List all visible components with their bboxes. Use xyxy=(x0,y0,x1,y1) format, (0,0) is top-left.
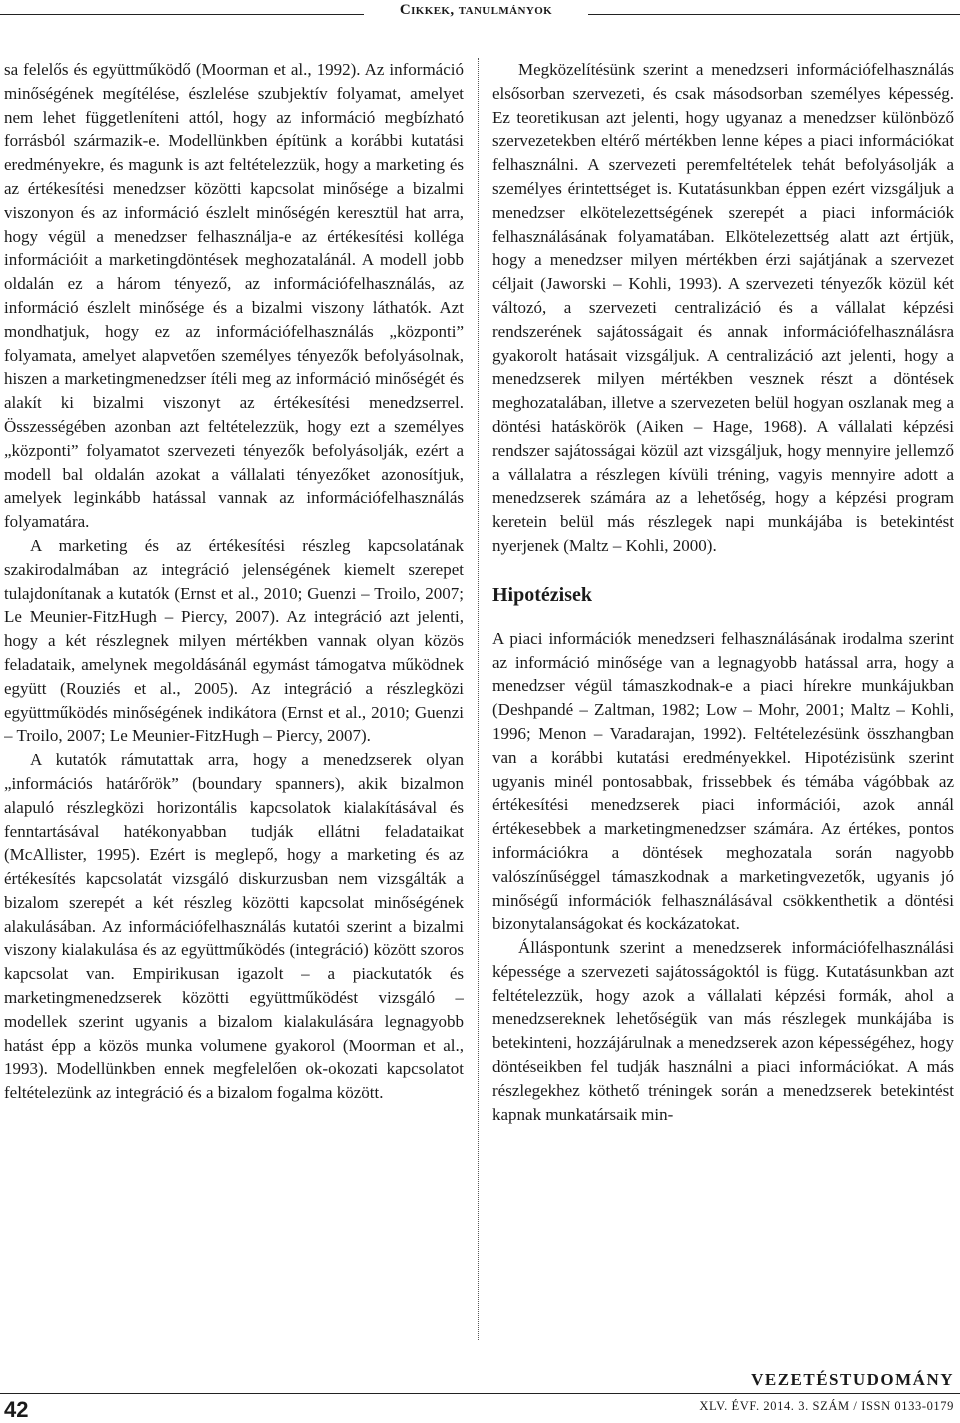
right-paragraph-1: Megközelítésünk szerint a menedzseri információfelhasználás elsősorban szervezeti, és csak másodsorban személyes képesség. Ez teoretikusan azt jelenti, hogy ugyanaz a menedzser különböző szervezetekben eltérő mértékben lenne képes a piaci információkat felhasználni. A szervezeti peremfeltételek tehát befolyásolják a személyes érintettséget is. Kutatásunkban éppen ezért vizsgáljuk a menedzser elkötelezettségének szerepét a piaci információk felhasználásának folyamatában. Elkötelezettség alatt azt értjük, hogy a menedzser milyen mértékben érzi sajátjának a szervezet céljait (Jaworski – Kohli, 1993). A szervezeti tényezők közül két változó, a szervezeti centralizáció és a vállalat képzési rendszerének sajátosságait és annak információfelhasználásra gyakorolt hatásait vizsgáljuk. A centralizáció azt jelenti, hogy a menedzserek milyen mértékben vesznek részt a döntések meghozatalában, illetve a szervezeten belül hogyan oszlanak meg a döntési hatáskörök (Aiken – Hage, 1968). A vállalati képzési rendszer sajátosságai közül azt vizsgáljuk, hogy mennyire jellemző a vállalatra a részlegen kívüli tréning, vagyis mennyire adott a menedzserek számára az a lehetőség, hogy a képzési program keretein belül más részlegek napi munkájába is betekintést nyerjenek (Maltz – Kohli, 2000). xyxy=(492,60,954,555)
left-paragraph-3: A kutatók rámutattak arra, hogy a menedzserek olyan „információs határőrök” (boundary spanners), akik bizalmon alapuló részlegközi horizontális kapcsolatok kialakításával és fenntartásával hatékonyabban tudják ellátni feladataikat (McAllister, 1995). Ezért is meglepő, hogy a marketing és az értékesítés kapcsolatát vizsgáló diskurzusban nem vizsgálták a bizalom szerepét a két részleg közötti kapcsolat minőségének alakulásában. Az információfelhasználás kutatói szerint a bizalmi viszony kialakulása és az együttműködés (integráció) között szoros kapcsolat van. Empirikusan igazolt – a piackutatók és marketingmenedzserek közötti együttműködést vizsgáló – modellek szerint ugyanis a bizalom kialakulására legnagyobb hatást épp a közös munka volumene gyakorol (Moorman et al., 1993). Modellünkben ennek megfelelően ok-okozati kapcsolatot feltételezünk az integráció és a bizalom fogalma között. xyxy=(4,750,464,1103)
running-head xyxy=(0,2,960,26)
section-title: Cikkek, tanulmányok xyxy=(399,2,553,18)
issue-info: XLV. ÉVF. 2014. 3. SZÁM / ISSN 0133-0179 xyxy=(699,1399,954,1413)
header-rule-right xyxy=(588,14,960,15)
left-paragraph-1: sa felelős és együttműködő (Moorman et al., 1992). Az információ minőségének megítélése, észlelése szubjektív folyamat, amelyet nem lehet függetleníteni attól, hogy az információ megbízható forrásból származik-e. Modellünkben építünk a korábbi kutatási eredményekre, és magunk is azt feltételezzük, hogy a marketing és az értékesítési menedzser közötti kapcsolat minősége a bizalmi viszonyon és az információ észlelt minőségén keresztül hat arra, hogy végül a menedzser felhasználja-e az értékesítési kolléga információit a marketingdöntések meghozatalánál. A modell jobb oldalán ez a három tényező, az információfelhasználás, az információ észlelt minősége és a bizalmi viszony láthatók. Azt mondhatjuk, hogy ez az információfelhasználás „központi” folyamata, amelyet alapvetően személyes tényezők befolyásolnak, hiszen a marketingmenedzser ítéli meg az információ minőségét és alakít ki bizalmi viszonyt az értékesítési menedzserrel. Összességében azonban azt feltételezzük, hogy ezt a személyes „központi” folyamatot szervezeti tényezők befolyásolják, ezért a modell bal oldalán azokat a vállalati tényezőket azonosítjuk, amelyek leginkább hatással vannak az információfelhasználás folyamatára. xyxy=(4,60,464,532)
page-number: 42 xyxy=(4,1397,29,1422)
right-paragraph-2: A piaci információk menedzseri felhasználásának irodalma szerint az információ minősége van a legnagyobb hatással arra, hogy a menedzser végül támaszkodnak-e a piaci hírekre munkájukban (Deshpandé – Zaltman, 1982; Low – Mohr, 2001; Maltz – Kohli, 1996; Menon – Varadarajan, 1992). Feltételezésünk összhangban van a korábbi kutatási eredményekkel. Hipotézisünk szerint ugyanis minél pontosabbak, frissebbek és témába vágóbbak az értékesítési menedzserek piaci információi, azok annál értékesebbek a marketingmenedzser számára. Az értékes, pontos információkra a döntések meghozatala során nagyobb valószínűséggel támaszkodnak a marketingvezetők, ugyanis jó minőségű információk felhasználásával csökkenthetik a döntési bizonytalanságokat és kockázatokat. xyxy=(492,628,954,934)
right-paragraph-3: Álláspontunk szerint a menedzserek információfelhasználási képessége a szervezeti sajátosságoktól is függ. Kutatásunkban azt feltételezzük, hogy azok a vállalati képzési formák, ahol a menedzsereknek lehetőségük van más részlegek munkájába is betekinteni, hozzájárulnak a menedzserek azon képességéhez, hogy döntéseikben fel tudják használni a piaci információkat. A más részlegekhez köthető tréningek során a menedzserek betekintést kapnak munkatársaik min- xyxy=(492,938,954,1124)
left-paragraph-2: A marketing és az értékesítési részleg kapcsolatának szakirodalmában az integráció jelenségének kiemelt szerepet tulajdonítanak a kutatók (Ernst et al., 2010; Guenzi – Troilo, 2007; Le Meunier-FitzHugh – Piercy, 2007). Az integráció azt jelenti, hogy a két részlegnek milyen mértékben vannak olyan közös feladataik, amelynek megoldásánál egymást támogatva működnek együtt (Rouziés et al., 2005). Az integráció a részlegközi együttműködés minőségének indikátora (Ernst et al., 2010; Guenzi – Troilo, 2007; Le Meunier-FitzHugh – Piercy, 2007). xyxy=(4,535,464,746)
footer-rule xyxy=(0,1393,960,1394)
header-rule-left xyxy=(0,14,364,15)
right-column xyxy=(492,58,954,1348)
section-heading-hypotheses: Hipotézisek xyxy=(492,583,592,606)
left-column xyxy=(4,58,464,1348)
journal-name: VEZETÉSTUDOMÁNY xyxy=(751,1370,954,1389)
column-divider xyxy=(478,58,479,1340)
